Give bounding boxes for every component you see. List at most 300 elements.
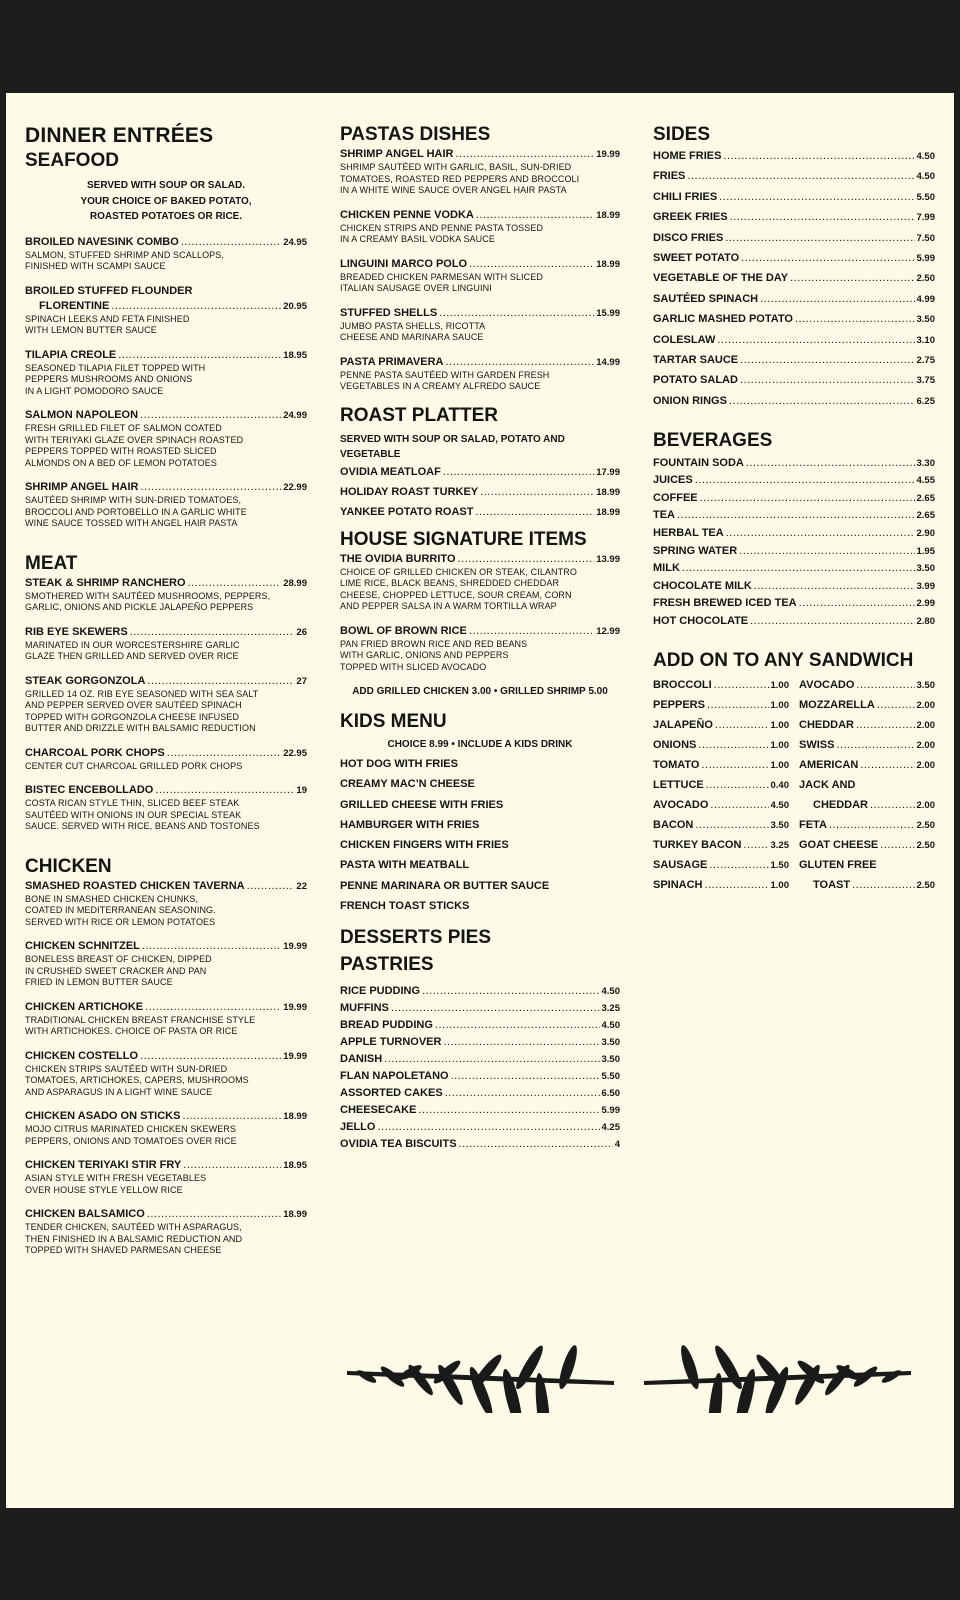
item-name: CHEDDAR — [813, 799, 868, 812]
menu-item — [25, 1000, 307, 1038]
dot-leader — [145, 1000, 281, 1015]
item-row — [25, 235, 307, 250]
item-name: TARTAR SAUCE — [653, 353, 739, 366]
item-description: CHICKEN STRIPS SAUTÉED WITH SUN-DRIED TOMATOES, ARTICHOKES, CAPERS, MUSHROOMS AND ASPARAGUS IN A LIGHT WINE SAUCE — [25, 1063, 249, 1097]
menu-item — [653, 169, 935, 184]
dot-leader — [480, 485, 594, 500]
item-row — [653, 778, 789, 793]
item-name: TOMATO — [653, 759, 700, 772]
item-name: ONION RINGS — [653, 394, 727, 407]
menu-item — [25, 1049, 307, 1099]
item-row — [653, 878, 789, 893]
menu-item — [653, 678, 789, 693]
item-description: PENNE PASTA SAUTÉED WITH GARDEN FRESH VEGETABLES IN A CREAMY ALFREDO SAUCE — [340, 369, 550, 391]
item-name: SHRIMP ANGEL HAIR — [340, 148, 454, 160]
dot-leader — [118, 348, 281, 363]
item-price: 2.00 — [916, 760, 935, 772]
item-name: PASTA PRIMAVERA — [340, 355, 444, 368]
item-price: 4.50 — [601, 1020, 620, 1032]
beverages-title: BEVERAGES — [653, 429, 773, 451]
menu-item — [340, 552, 620, 613]
item-price: 15.99 — [596, 307, 620, 319]
item-name: SHRIMP ANGEL HAIR — [25, 481, 139, 493]
item-description: SMOTHERED WITH SAUTÉED MUSHROOMS, PEPPERS, GARLIC, ONIONS AND PICKLE JALAPEÑO PEPPERS — [25, 590, 271, 612]
item-name: CHEDDAR — [799, 719, 854, 732]
item-name: HERBAL TEA — [653, 527, 724, 540]
item-name: BOWL OF BROWN RICE — [340, 624, 467, 637]
item-row — [340, 147, 620, 162]
item-row — [653, 394, 935, 409]
item-price: 18.95 — [283, 349, 307, 361]
item-name: ASSORTED CAKES — [340, 1087, 443, 1100]
item-price: 18.99 — [596, 506, 620, 518]
kids-title: KIDS MENU — [340, 710, 447, 732]
item-name: LETTUCE — [653, 779, 704, 792]
item-price: 3.50 — [916, 680, 935, 692]
item-name: GREEK FRIES — [653, 211, 728, 224]
item-price: 0.40 — [770, 780, 789, 792]
item-row — [25, 746, 307, 761]
menu-item — [340, 1035, 620, 1050]
item-price: 1.95 — [916, 545, 935, 557]
signature-section — [340, 528, 620, 700]
item-name: VEGETABLE OF THE DAY — [653, 272, 789, 285]
item-name: CHICKEN SCHNITZEL — [25, 940, 140, 952]
menu-item — [340, 1052, 620, 1067]
addon-right-list — [799, 678, 935, 898]
dot-leader — [795, 312, 915, 327]
item-price: 18.99 — [596, 209, 620, 221]
dot-leader — [147, 1207, 281, 1222]
menu-item — [340, 257, 620, 295]
item-price: 6.50 — [601, 1088, 620, 1100]
addon-left-list — [653, 678, 789, 898]
dot-leader — [443, 465, 594, 480]
menu-item — [799, 758, 935, 773]
dot-leader — [147, 674, 294, 689]
item-row — [653, 251, 935, 266]
item-name: CHICKEN BALSAMICO — [25, 1208, 145, 1220]
menu-item — [799, 818, 935, 833]
item-price: 2.00 — [916, 720, 935, 732]
item-price: 3.50 — [916, 314, 935, 326]
dot-leader — [729, 394, 915, 409]
item-description: BONE IN SMASHED CHICKEN CHUNKS, COATED IN MEDITERRANEAN SEASONING. SERVED WITH RICE OR LEMON POTATOES — [25, 893, 216, 927]
item-row — [799, 698, 935, 713]
item-name: ONIONS — [653, 739, 697, 752]
dot-leader — [717, 333, 914, 348]
dot-leader — [700, 491, 915, 506]
item-description: FRESH GRILLED FILET OF SALMON COATED WITH TERIYAKI GLAZE OVER SPINACH ROASTED PEPPERS TOPPED WITH ROASTED SLICED ALMONDS ON A BED OF LEMON POTATOES — [25, 423, 244, 468]
addon-title: ADD ON TO ANY SANDWICH — [653, 650, 914, 672]
item-row — [340, 1103, 620, 1118]
dot-leader — [743, 838, 768, 853]
menu-item — [799, 778, 935, 813]
dot-leader — [384, 1052, 599, 1067]
item-row — [653, 491, 935, 506]
meat-title: MEAT — [25, 552, 78, 574]
item-name: APPLE TURNOVER — [340, 1036, 442, 1049]
dot-leader — [705, 878, 769, 893]
item-description: CHICKEN STRIPS AND PENNE PASTA TOSSED IN A CREAMY BASIL VODKA SAUCE — [340, 222, 544, 244]
dot-leader — [710, 798, 768, 813]
menu-item — [25, 674, 307, 735]
menu-item — [653, 491, 935, 506]
item-price: 5.99 — [601, 1105, 620, 1117]
item-row — [653, 614, 935, 629]
dot-leader — [445, 1086, 600, 1101]
menu-item — [340, 147, 620, 197]
kids-item: GRILLED CHEESE WITH FRIES — [340, 798, 504, 811]
dot-leader — [870, 798, 915, 813]
dot-leader — [860, 758, 914, 773]
menu-item — [653, 614, 935, 629]
sides-title: SIDES — [653, 124, 711, 145]
dot-leader — [726, 526, 915, 541]
item-price: 4.55 — [916, 475, 935, 487]
menu-item — [653, 526, 935, 541]
item-name-line1: BROILED STUFFED FLOUNDER — [25, 284, 193, 297]
item-row — [340, 257, 620, 272]
item-price: 4.50 — [601, 986, 620, 998]
item-name: MOZZARELLA — [799, 699, 875, 712]
item-name: BISTEC ENCEBOLLADO — [25, 784, 154, 796]
item-row — [653, 312, 935, 327]
column-sides — [653, 123, 935, 898]
item-name: SWISS — [799, 739, 835, 752]
desserts-section — [340, 926, 620, 1152]
item-price: 4.50 — [770, 800, 789, 812]
menu-item — [653, 373, 935, 388]
item-row — [653, 526, 935, 541]
menu-item — [25, 1158, 307, 1196]
item-name: OVIDIA TEA BISCUITS — [340, 1138, 457, 1151]
item-name: PEPPERS — [653, 699, 705, 712]
addon-section — [653, 649, 935, 898]
item-row — [799, 818, 935, 833]
dot-leader — [723, 149, 914, 164]
item-row — [653, 718, 789, 733]
item-name: TEA — [653, 509, 675, 522]
item-row — [340, 624, 620, 639]
item-row — [653, 333, 935, 348]
dot-leader — [140, 408, 281, 423]
item-description: CENTER CUT CHARCOAL GRILLED PORK CHOPS — [25, 760, 243, 771]
menu-item — [340, 1001, 620, 1016]
roast-section — [340, 404, 620, 520]
item-description: SEASONED TILAPIA FILET TOPPED WITH PEPPERS MUSHROOMS AND ONIONS IN A LIGHT POMODORO SAUCE — [25, 362, 206, 396]
menu-item — [340, 624, 620, 674]
item-name: CHICKEN ARTICHOKE — [25, 1000, 144, 1013]
dot-leader — [698, 738, 768, 753]
menu-item — [653, 231, 935, 246]
item-price: 22.95 — [283, 747, 307, 759]
item-row — [799, 738, 935, 753]
kids-subtitle: CHOICE 8.99 • INCLUDE A KIDS DRINK — [387, 738, 573, 750]
chicken-title: CHICKEN — [25, 855, 112, 877]
dot-leader — [451, 1069, 600, 1084]
item-price: 18.99 — [283, 1111, 307, 1122]
item-name: THE OVIDIA BURRITO — [340, 552, 456, 565]
menu-item — [799, 718, 935, 733]
item-row — [799, 678, 935, 693]
item-row — [25, 576, 307, 591]
dot-leader — [439, 306, 594, 321]
item-name: POTATO SALAD — [653, 374, 738, 387]
column-dinner — [25, 123, 307, 1268]
item-price: 18.99 — [283, 1209, 307, 1220]
item-price: 1.00 — [770, 700, 789, 712]
item-name: RIB EYE SKEWERS — [25, 625, 128, 638]
item-row — [653, 678, 789, 693]
kids-item: PASTA WITH MEATBALL — [340, 859, 470, 872]
dot-leader — [155, 783, 294, 798]
item-name: LINGUINI MARCO POLO — [340, 257, 468, 270]
item-row — [340, 1018, 620, 1033]
meat-list — [25, 576, 307, 833]
menu-item — [340, 1137, 620, 1152]
item-description: BONELESS BREAST OF CHICKEN, DIPPED IN CRUSHED SWEET CRACKER AND PAN FRIED IN LEMON BUTTER SAUCE — [25, 954, 212, 987]
menu-item — [653, 798, 789, 813]
item-description: PAN FRIED BROWN RICE AND RED BEANS WITH GARLIC, ONIONS AND PEPPERS TOPPED WITH SLICED AVOCADO — [340, 638, 528, 672]
item-row — [340, 984, 620, 999]
item-row — [340, 355, 620, 370]
dot-leader — [377, 1120, 599, 1135]
item-name: SWEET POTATO — [653, 251, 740, 264]
item-price: 18.99 — [596, 258, 620, 270]
item-row — [340, 1035, 620, 1050]
menu-item — [25, 480, 307, 530]
kids-item: PENNE MARINARA OR BUTTER SAUCE — [340, 879, 550, 892]
dot-leader — [469, 257, 594, 272]
item-row — [25, 674, 307, 689]
menu-item — [653, 818, 789, 833]
item-price: 26 — [296, 626, 307, 638]
chicken-list — [25, 879, 307, 1257]
item-name: BACON — [653, 819, 694, 832]
menu-item — [653, 271, 935, 286]
menu-item — [653, 312, 935, 327]
item-row — [25, 1000, 307, 1015]
kids-section — [340, 710, 620, 917]
leaf-ornament-icon — [339, 1253, 919, 1413]
seafood-subtitle: SERVED WITH SOUP OR SALAD. YOUR CHOICE OF BAKED POTATO, ROASTED POTATOES OR RICE. — [80, 180, 252, 222]
item-price: 3.99 — [916, 580, 935, 592]
item-price: 4.99 — [916, 293, 935, 305]
item-row — [25, 480, 307, 495]
item-price: 4 — [614, 1139, 620, 1151]
dot-leader — [740, 353, 914, 368]
dot-leader — [719, 190, 914, 205]
dot-leader — [707, 698, 769, 713]
dot-leader — [880, 838, 914, 853]
item-price: 28.99 — [283, 577, 307, 589]
item-row — [653, 373, 935, 388]
item-price: 6.25 — [916, 395, 935, 407]
menu-item — [799, 678, 935, 693]
item-row — [25, 1049, 307, 1064]
item-name: JELLO — [340, 1121, 376, 1134]
dot-leader — [754, 579, 915, 594]
item-price: 1.00 — [770, 680, 789, 692]
dot-leader — [182, 1109, 281, 1124]
item-name: CHICKEN PENNE VODKA — [340, 208, 474, 221]
menu-item — [653, 456, 935, 471]
menu-item — [340, 1018, 620, 1033]
item-name: CHICKEN COSTELLO — [25, 1049, 139, 1062]
desserts-list — [340, 984, 620, 1152]
item-name: STEAK GORGONZOLA — [25, 674, 146, 687]
item-price: 3.10 — [916, 334, 935, 346]
dot-leader — [476, 208, 594, 223]
item-row — [653, 271, 935, 286]
dot-leader — [695, 473, 915, 488]
menu-item — [340, 465, 620, 480]
item-name: HOME FRIES — [653, 150, 722, 162]
menu-item — [653, 149, 935, 164]
item-price: 2.00 — [916, 800, 935, 812]
item-price: 27 — [296, 675, 307, 687]
item-price: 19.99 — [283, 1050, 307, 1062]
item-name: FETA — [799, 819, 827, 832]
dot-leader — [856, 718, 915, 733]
roast-title: ROAST PLATTER — [340, 404, 498, 426]
item-price: 7.99 — [916, 212, 935, 224]
item-name: JUICES — [653, 474, 693, 487]
menu-item — [653, 544, 935, 559]
seafood-title: SEAFOOD — [25, 150, 119, 171]
item-row — [340, 505, 620, 520]
item-name: HOT CHOCOLATE — [653, 615, 749, 628]
dot-leader — [130, 625, 295, 640]
kids-item: CREAMY MAC’N CHEESE — [340, 778, 475, 791]
dot-leader — [799, 596, 915, 611]
item-name: JALAPEÑO — [653, 719, 713, 732]
dot-leader — [741, 251, 914, 266]
item-row — [653, 818, 789, 833]
item-row — [653, 508, 935, 523]
item-description: COSTA RICAN STYLE THIN, SLICED BEEF STEAK SAUTÉED WITH ONIONS IN OUR SPECIAL STEAK SAUCE. SERVED WITH RICE, BEANS AND TOSTONES — [25, 798, 260, 831]
item-name: STUFFED SHELLS — [340, 306, 438, 319]
item-price: 3.30 — [916, 457, 935, 469]
menu-item — [653, 210, 935, 225]
dot-leader — [829, 818, 915, 833]
menu-item — [799, 858, 935, 893]
beverages-list — [653, 456, 935, 629]
roast-list — [340, 465, 620, 520]
item-name: AVOCADO — [799, 679, 855, 692]
item-price: 4.25 — [601, 1122, 620, 1134]
dinner-title: DINNER ENTRÉES — [25, 124, 214, 147]
dot-leader — [856, 678, 914, 693]
item-row — [653, 838, 789, 853]
item-description: TENDER CHICKEN, SAUTÉED WITH ASPARAGUS, THEN FINISHED IN A BALSAMIC REDUCTION AND TOPPED WITH SHAVED PARMESAN CHEESE — [25, 1222, 243, 1255]
dot-leader — [739, 544, 914, 559]
menu-item — [25, 284, 307, 337]
item-price: 18.95 — [283, 1160, 307, 1171]
menu-item — [653, 508, 935, 523]
item-name: COFFEE — [653, 491, 698, 504]
item-description: BREADED CHICKEN PARMESAN WITH SLICED ITALIAN SAUSAGE OVER LINGUINI — [340, 271, 543, 293]
menu-item — [25, 1207, 307, 1257]
item-row — [799, 798, 935, 813]
item-name: COLESLAW — [653, 333, 716, 346]
menu-item — [653, 698, 789, 713]
item-name: TOAST — [813, 879, 851, 892]
item-row — [25, 299, 307, 314]
item-name: MILK — [653, 562, 680, 575]
item-description: SAUTÉED SHRIMP WITH SUN-DRIED TOMATOES, BROCCOLI AND PORTOBELLO IN A GARLIC WHITE WINE SAUCE TOSSED WITH ANGEL HAIR PASTA — [25, 495, 247, 528]
roast-subtitle: SERVED WITH SOUP OR SALAD, POTATO AND VEGETABLE — [340, 433, 565, 460]
dot-leader — [142, 939, 281, 954]
item-price: 3.25 — [770, 840, 789, 852]
dot-leader — [446, 355, 595, 370]
item-name: GOAT CHEESE — [799, 839, 879, 852]
item-name: STEAK & SHRIMP RANCHERO — [25, 576, 186, 589]
menu-item — [653, 190, 935, 205]
item-price: 19.99 — [283, 1001, 307, 1013]
item-row — [340, 485, 620, 500]
item-row — [799, 758, 935, 773]
dot-leader — [111, 299, 281, 314]
menu-item — [25, 625, 307, 663]
menu-item — [653, 561, 935, 576]
item-price: 3.50 — [601, 1054, 620, 1066]
item-name: TURKEY BACON — [653, 839, 742, 852]
item-description: MOJO CITRUS MARINATED CHICKEN SKEWERS PEPPERS, ONIONS AND TOMATOES OVER RICE — [25, 1124, 237, 1146]
item-name: RICE PUDDING — [340, 985, 421, 998]
item-price: 2.50 — [916, 880, 935, 892]
menu-item — [25, 746, 307, 773]
item-name: BROCCOLI — [653, 679, 712, 692]
item-row — [25, 1158, 307, 1173]
item-price: 1.00 — [770, 720, 789, 732]
dot-leader — [725, 231, 914, 246]
dot-leader — [740, 373, 915, 388]
item-name: BROILED NAVESINK COMBO — [25, 235, 179, 248]
item-name: FOUNTAIN SODA — [653, 456, 744, 469]
item-price: 13.99 — [596, 553, 620, 565]
dot-leader — [836, 738, 914, 753]
menu-item — [653, 333, 935, 348]
item-price: 22.99 — [283, 482, 307, 493]
item-name: TILAPIA CREOLE — [25, 348, 117, 361]
item-name: CHICKEN TERIYAKI STIR FRY — [25, 1159, 182, 1171]
dot-leader — [458, 552, 595, 567]
dot-leader — [140, 480, 281, 495]
item-name: AVOCADO — [653, 799, 709, 812]
dot-leader — [422, 984, 599, 999]
item-price: 24.99 — [283, 410, 307, 421]
menu-item — [340, 984, 620, 999]
item-row — [653, 758, 789, 773]
menu-item — [340, 485, 620, 500]
menu-item — [340, 1120, 620, 1135]
menu-item — [653, 878, 789, 893]
item-price: 2.75 — [916, 354, 935, 366]
item-row — [653, 190, 935, 205]
dot-leader — [750, 614, 914, 629]
item-row — [653, 698, 789, 713]
column-pasta — [340, 123, 620, 1154]
dot-leader — [714, 678, 769, 693]
dot-leader — [469, 624, 594, 639]
item-row — [340, 1137, 620, 1152]
item-description: SPINACH LEEKS AND FETA FINISHED WITH LEMON BUTTER SAUCE — [25, 313, 190, 335]
dot-leader — [709, 858, 768, 873]
item-price: 2.65 — [916, 492, 935, 504]
item-name: FRESH BREWED ICED TEA — [653, 597, 797, 610]
